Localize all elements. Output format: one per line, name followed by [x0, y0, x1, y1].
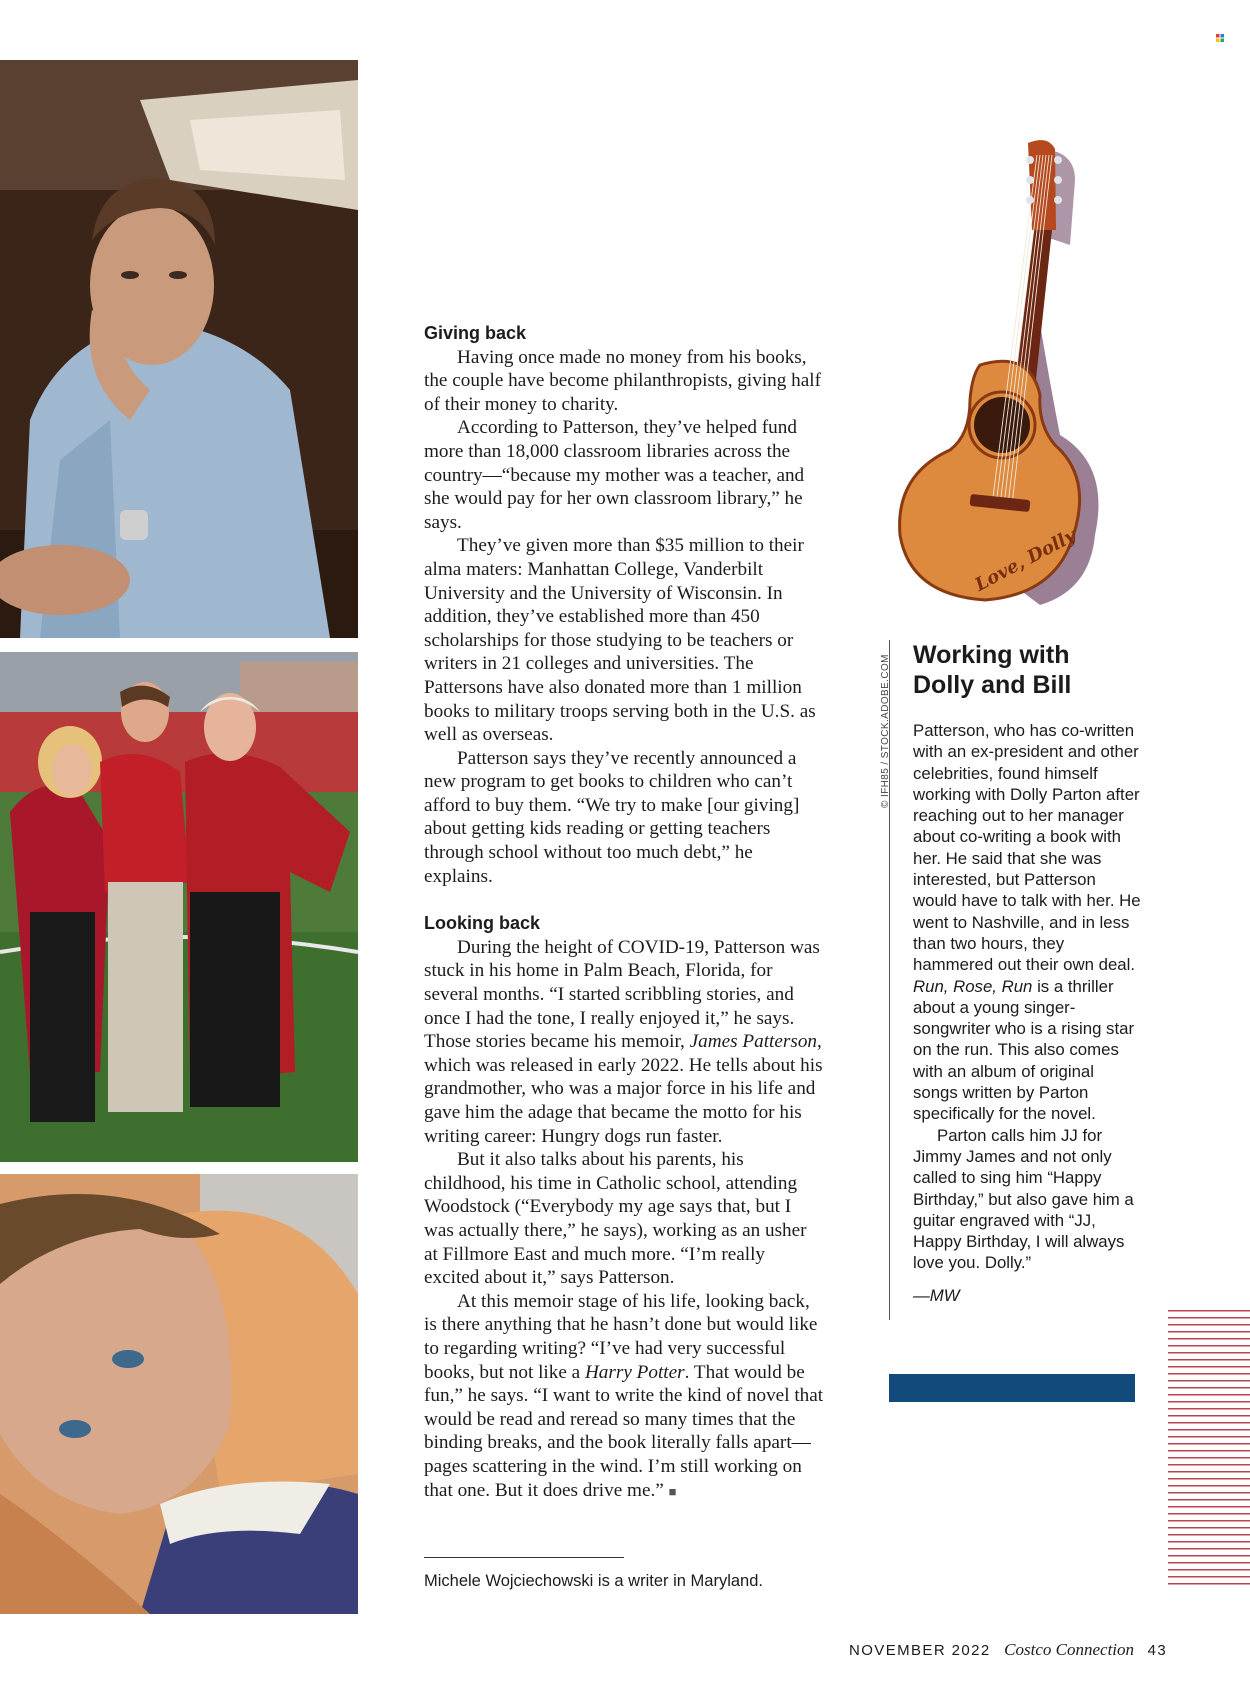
credit-divider — [424, 1557, 624, 1558]
author-credit: Michele Wojciechowski is a writer in Maryland. — [424, 1572, 763, 1590]
giving-back-paragraph-3: They’ve given more than $35 million to their alma maters: Manhattan College, Vanderbilt University and the University of Wisconsin. In addition, they’ve established more than 450 scholarships for those studying to be teachers or writers in 21 colleges and universities. The Pattersons have also donated more than 1 million books to military troops serving both in the U.S. as well as overseas. — [424, 535, 816, 746]
looking-back-paragraph-1: During the height of COVID-19, Patterson was stuck in his home in Palm Beach, Florida, for several months. “I started scribbling stories, and once I had the tone, I really enjoyed it,” he says. Those stories became his memoir, James Patterson, which was released in early 2022. He tells about his grandmother, who was a major force in his life and gave him the adage that became the motto for his writing career: Hungry dogs run faster. — [424, 936, 823, 1147]
red-stripe-decoration — [1168, 1310, 1250, 1588]
logo-dots-icon — [1216, 34, 1224, 42]
page-footer — [849, 1640, 1167, 1660]
sidebar-paragraph-2: Parton calls him JJ for Jimmy James and not only called to sing him “Happy Birthday,” but also gave him a guitar engraved with “JJ, Happy Birthday, I will always love you. Dolly.” — [913, 1125, 1134, 1273]
giving-back-paragraph-4: Patterson says they’ve recently announced a new program to get books to children who can’t afford to buy them. “We try to make [our giving] about getting kids reading or getting teachers through school without too much debt,” he explains. — [424, 747, 800, 887]
end-mark-icon: ■ — [668, 1483, 677, 1499]
sidebar-paragraph-1: Patterson, who has co-written with an ex-president and other celebrities, found himself working with Dolly Parton after reaching out to her manager about co-writing a book with her. He said that she was interested, but Patterson would have to talk with her. He went to Nashville, and in less than two hours, they hammered out their own deal. Run, Rose, Run is a thriller about a young singer-songwriter who is a rising star on the run. This also comes with an album of original songs written by Parton specifically for the novel. — [913, 721, 1141, 1124]
memoir-title: James Patterson — [689, 1031, 818, 1053]
photo-family-at-stadium — [0, 652, 358, 1162]
footer-brand: Costco Connection — [1004, 1640, 1135, 1659]
novel-title: Run, Rose, Run — [913, 976, 1033, 996]
main-article-column — [424, 322, 824, 1503]
blue-accent-bar — [889, 1374, 1135, 1402]
looking-back-paragraph-2: But it also talks about his parents, his childhood, his time in Catholic school, attending Woodstock (“Everybody my age says that, but I was actually there,” he says), working as an usher at Fillmore East and much more. “I’m really excited about it,” says Patterson. — [424, 1149, 807, 1289]
photo-credit: © IFH85 / STOCK.ADOBE.COM — [880, 654, 891, 808]
giving-back-paragraph-1: Having once made no money from his books, the couple have become philanthropists, giving half of their money to charity. — [424, 346, 821, 415]
sidebar-title: Working with Dolly and Bill — [913, 641, 1072, 699]
page-number: 43 — [1147, 1642, 1168, 1659]
footer-date: NOVEMBER 2022 — [849, 1642, 991, 1659]
guitar-inscription: Love, Dolly — [971, 525, 1080, 596]
giving-back-paragraph-2: According to Patterson, they’ve helped fund more than 18,000 classroom libraries across the country—“because my mother was a teacher, and she would pay for her own classroom library,” he says. — [424, 417, 805, 533]
sidebar-box — [913, 640, 1143, 1306]
photo-young-patterson — [0, 1174, 358, 1614]
guitar-illustration — [880, 135, 1120, 635]
photo-author-at-desk — [0, 60, 358, 638]
sidebar-signature: —MW — [913, 1285, 960, 1305]
book-title: Harry Potter — [584, 1361, 685, 1383]
looking-back-heading: Looking back — [424, 913, 541, 934]
looking-back-paragraph-3: At this memoir stage of his life, looking back, is there anything that he hasn’t done but would like to regarding writing? “I’ve had very successful books, but not like a Harry Potter. That would be fun,” he says. “I want to write the kind of novel that would be read and reread so many times that the binding breaks, and the book literally falls apart—pages scattering in the wind. I’m still working on that one. But it does drive me.” ■ — [424, 1290, 824, 1501]
giving-back-heading: Giving back — [424, 323, 527, 343]
